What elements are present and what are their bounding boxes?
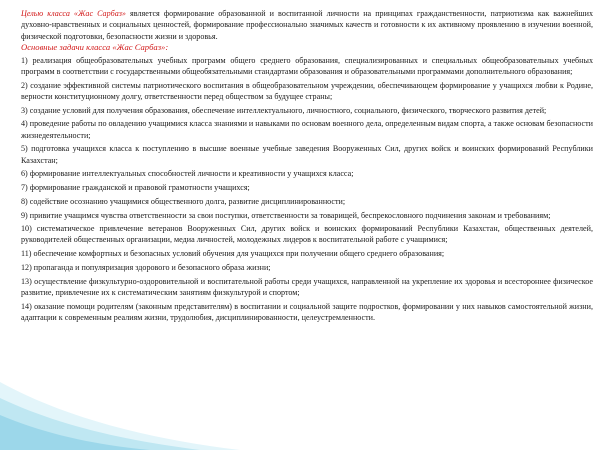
task-item: 6) формирование интеллектуальных способностей личности и креативности у учащихся класса;: [21, 169, 354, 179]
main-tasks-list: [21, 55, 593, 323]
task-item: 10) систематическое привлечение ветеранов Вооруженных Сил, других войск и воинских формирований Республики Казахстан, общественных деятелей, руководителей общественных организации, медиа личностей, молодежных лидеров к воспитательной работе с учащимися;: [21, 224, 593, 245]
task-item: 5) подготовка учащихся класса к поступлению в высшие военные учебные заведения Вооруженных Сил, других войск и воинских формирований Республики Казахстан;: [21, 144, 593, 165]
task-item: 2) создание эффективной системы патриотического воспитания в общеобразовательном учреждении, обеспечивающем формирование у учащихся любви к Родине, верности конституционному долгу, ответственности перед обществом за будущее страны;: [21, 80, 593, 102]
slide-content: [21, 8, 593, 326]
class-goal-text: является формирование образованной и воспитанной личности на принципах гражданственности, патриотизма как важнейших духовно-нравственных и социальных ценностей, формирование профессионально значимых качеств и готовности к их активному проявлению в изучении военной, физической подготовки, безопасности жизни и здоровья.: [21, 9, 593, 41]
task-item: 7) формирование гражданской и правовой грамотности учащихся;: [21, 183, 250, 193]
task-item: 12) пропаганда и популяризация здорового и безопасного образа жизни;: [21, 262, 271, 272]
class-goal-paragraph: [21, 8, 593, 42]
task-item: 3) создание условий для получения образования, обеспечение интеллектуального, личностного, социального, физического, творческого развития детей;: [21, 105, 547, 115]
task-item: 11) обеспечение комфортных и безопасных условий обучения для учащихся при получении общего среднего образования;: [21, 249, 445, 259]
decorative-swoosh: [0, 360, 240, 450]
task-item: 1) реализация общеобразовательных учебных программ общего среднего образования, специализированных и специальных общеобразовательных учебных программ в соответствии с государственными общеобязательными стандартами образования и образовательными программами дополнительного образования;: [21, 55, 593, 77]
task-item: 9) привитие учащимся чувства ответственности за свои поступки, ответственности за товарищей, беспрекословного подчинения законам и требованиям;: [21, 210, 551, 220]
task-item: 8) содействие осознанию учащимися общественного долга, развитие дисциплинированности;: [21, 196, 346, 206]
task-item: 13) осуществление физкультурно-оздоровительной и воспитательной работы среди учащихся, направленной на укрепление их здоровья и всестороннее физическое развитие, привлечение их к систематическим занятиям физкультурой и спортом;: [21, 276, 593, 297]
class-goal-label: Целью класса «Жас Сарбаз»: [21, 9, 126, 18]
task-item: 14) оказание помощи родителям (законным представителям) в воспитании и социальной защите подростков, формировании у них навыков самостоятельной жизни, адаптации к современным реалиям жизни, трудолюбия, дисциплинированности, целеустремленности.: [21, 301, 593, 322]
main-tasks-heading: Основные задачи класса «Жас Сарбаз»:: [21, 42, 169, 53]
task-item: 4) проведение работы по овладению учащимися класса знаниями и навыками по основам военного дела, определенным видам спорта, а также основам безопасности жизнедеятельности;: [21, 119, 593, 140]
